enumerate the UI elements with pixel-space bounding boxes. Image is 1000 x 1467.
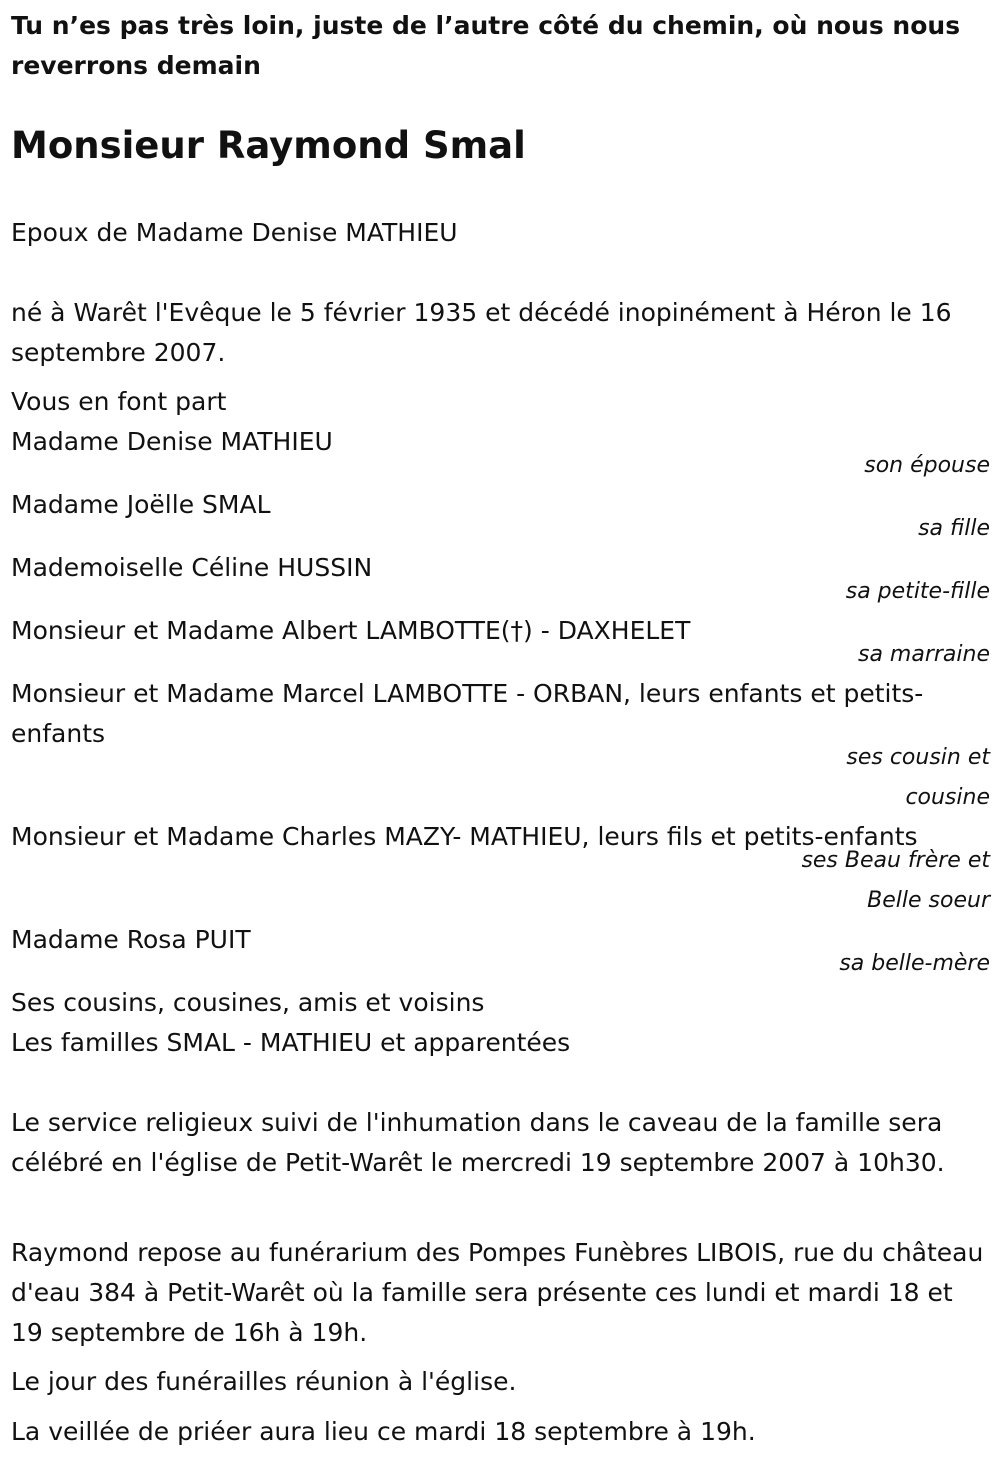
intro-line: Vous en font part <box>11 387 227 416</box>
service-paragraph: Le service religieux suivi de l'inhumation dans le caveau de la famille sera célébré en l'église de Petit-Warêt le mercredi 19 septembre 2007 à 10h30. <box>11 1108 945 1177</box>
mourner-relation: sa belle-mère <box>839 951 990 976</box>
vigil-line: La veillée de priéer aura lieu ce mardi 18 septembre à 19h. <box>11 1417 756 1446</box>
mourner-relation: sa marraine <box>857 642 990 667</box>
meeting-line: Le jour des funérailles réunion à l'église. <box>11 1367 517 1396</box>
mourner-relation: son épouse <box>864 453 990 478</box>
birth-death-line: né à Warêt l'Evêque le 5 février 1935 et décédé inopinément à Héron le 16 septembre 2007. <box>11 298 952 367</box>
mourner-name: Madame Rosa PUIT <box>11 925 251 954</box>
mourner-relation: ses Beau frère et Belle soeur <box>801 848 990 913</box>
mourner-name: Mademoiselle Céline HUSSIN <box>11 553 373 582</box>
spouse-line: Epoux de Madame Denise MATHIEU <box>11 218 458 247</box>
mourner-name: Monsieur et Madame Charles MAZY- MATHIEU, leurs fils et petits-enfants <box>11 822 918 851</box>
mourner-name: Madame Joëlle SMAL <box>11 490 271 519</box>
mourner-relation: sa petite-fille <box>845 579 990 604</box>
others-line: Ses cousins, cousines, amis et voisins <box>11 988 485 1017</box>
mourner-name: Monsieur et Madame Marcel LAMBOTTE - ORBAN, leurs enfants et petits-enfants <box>11 679 924 748</box>
others-line: Les familles SMAL - MATHIEU et apparentées <box>11 1028 571 1057</box>
funerarium-paragraph: Raymond repose au funérarium des Pompes Funèbres LIBOIS, rue du château d'eau 384 à Petit-Warêt où la famille sera présente ces lundi et mardi 18 et 19 septembre de 16h à 19h. <box>11 1238 984 1347</box>
mourner-name: Monsieur et Madame Albert LAMBOTTE(†) - DAXHELET <box>11 616 691 645</box>
epigraph: Tu n’es pas très loin, juste de l’autre côté du chemin, où nous nous reverrons demain <box>11 11 961 80</box>
deceased-name: Monsieur Raymond Smal <box>11 124 526 167</box>
mourner-relation: sa fille <box>918 516 990 541</box>
mourner-relation: ses cousin et cousine <box>846 745 990 810</box>
mourner-name: Madame Denise MATHIEU <box>11 427 333 456</box>
